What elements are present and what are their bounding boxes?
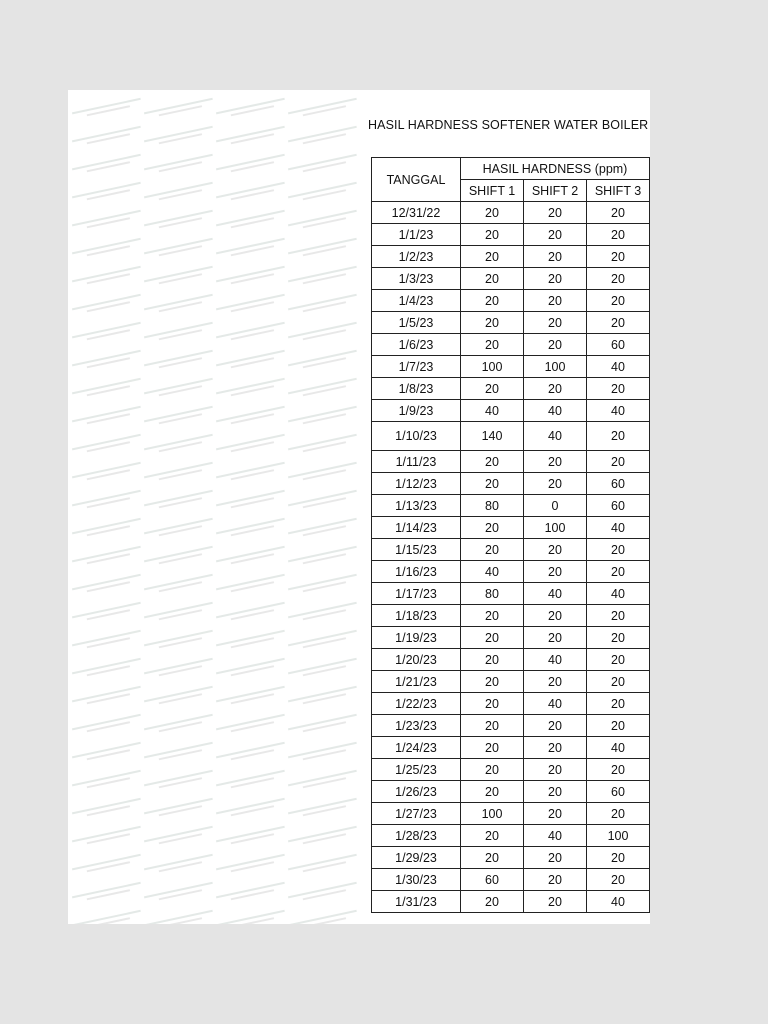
watermark-mark — [215, 431, 286, 459]
table-row — [372, 693, 650, 715]
shift-1-cell: 20 — [461, 605, 524, 627]
watermark-mark — [71, 347, 142, 375]
watermark-mark — [71, 683, 142, 711]
shift-3-cell: 40 — [587, 400, 650, 422]
date-cell: 1/11/23 — [372, 451, 461, 473]
watermark-mark — [215, 599, 286, 627]
shift-3-cell: 20 — [587, 378, 650, 400]
shift-1-cell: 20 — [461, 539, 524, 561]
shift-3-cell: 20 — [587, 649, 650, 671]
table-row — [372, 583, 650, 605]
shift-2-cell: 20 — [524, 803, 587, 825]
watermark-mark — [287, 151, 358, 179]
date-cell: 1/14/23 — [372, 517, 461, 539]
watermark-mark — [143, 543, 214, 571]
watermark-mark — [71, 459, 142, 487]
date-cell: 1/21/23 — [372, 671, 461, 693]
shift-3-cell: 20 — [587, 869, 650, 891]
shift-2-cell: 20 — [524, 224, 587, 246]
table-row — [372, 715, 650, 737]
date-cell: 1/17/23 — [372, 583, 461, 605]
shift-3-cell: 60 — [587, 334, 650, 356]
watermark-mark — [215, 235, 286, 263]
watermark-mark — [143, 487, 214, 515]
shift-3-cell: 20 — [587, 715, 650, 737]
shift-2-cell: 100 — [524, 517, 587, 539]
date-cell: 1/7/23 — [372, 356, 461, 378]
date-cell: 1/4/23 — [372, 290, 461, 312]
shift-3-cell: 40 — [587, 737, 650, 759]
date-cell: 1/29/23 — [372, 847, 461, 869]
shift-3-cell: 20 — [587, 539, 650, 561]
watermark-mark — [143, 683, 214, 711]
watermark-mark — [143, 599, 214, 627]
hardness-table — [371, 157, 650, 913]
table-row — [372, 891, 650, 913]
shift-3-cell: 60 — [587, 473, 650, 495]
shift-1-cell: 20 — [461, 451, 524, 473]
watermark-mark — [143, 207, 214, 235]
watermark-mark — [287, 543, 358, 571]
shift-2-cell: 20 — [524, 847, 587, 869]
shift-2-cell: 40 — [524, 422, 587, 451]
watermark-mark — [143, 655, 214, 683]
shift-3-cell: 20 — [587, 268, 650, 290]
shift-1-cell: 20 — [461, 649, 524, 671]
watermark-mark — [287, 403, 358, 431]
watermark-mark — [215, 375, 286, 403]
shift-2-cell: 20 — [524, 759, 587, 781]
shift-2-cell: 20 — [524, 891, 587, 913]
shift-3-cell: 20 — [587, 627, 650, 649]
date-cell: 1/22/23 — [372, 693, 461, 715]
shift-3-cell: 60 — [587, 781, 650, 803]
shift-1-cell: 20 — [461, 715, 524, 737]
shift-1-cell: 20 — [461, 246, 524, 268]
watermark-mark — [71, 235, 142, 263]
date-cell: 1/20/23 — [372, 649, 461, 671]
watermark-mark — [215, 543, 286, 571]
watermark-mark — [71, 515, 142, 543]
watermark-mark — [71, 179, 142, 207]
shift-2-cell: 40 — [524, 693, 587, 715]
shift-3-cell: 20 — [587, 246, 650, 268]
table-row — [372, 356, 650, 378]
date-cell: 1/28/23 — [372, 825, 461, 847]
shift-2-cell: 20 — [524, 473, 587, 495]
watermark-mark — [143, 767, 214, 795]
table-row — [372, 334, 650, 356]
watermark-mark — [143, 319, 214, 347]
watermark-mark — [71, 151, 142, 179]
shift-3-cell: 100 — [587, 825, 650, 847]
watermark-mark — [287, 487, 358, 515]
watermark-mark — [287, 879, 358, 907]
shift-2-cell: 40 — [524, 583, 587, 605]
table-row — [372, 737, 650, 759]
shift-3-cell: 20 — [587, 451, 650, 473]
watermark-mark — [71, 123, 142, 151]
shift-3-cell: 20 — [587, 422, 650, 451]
watermark-mark — [143, 879, 214, 907]
table-row — [372, 671, 650, 693]
shift-2-cell: 20 — [524, 715, 587, 737]
shift-3-cell: 20 — [587, 605, 650, 627]
date-cell: 1/12/23 — [372, 473, 461, 495]
date-cell: 1/31/23 — [372, 891, 461, 913]
table-body — [372, 202, 650, 913]
shift-2-cell: 20 — [524, 378, 587, 400]
table-row — [372, 539, 650, 561]
date-cell: 1/19/23 — [372, 627, 461, 649]
shift-2-cell: 20 — [524, 561, 587, 583]
table-row — [372, 422, 650, 451]
shift-2-cell: 20 — [524, 605, 587, 627]
table-row — [372, 268, 650, 290]
shift-3-cell: 20 — [587, 847, 650, 869]
shift-3-cell: 20 — [587, 693, 650, 715]
table-row — [372, 495, 650, 517]
shift-2-cell: 20 — [524, 781, 587, 803]
date-cell: 1/23/23 — [372, 715, 461, 737]
shift-3-cell: 20 — [587, 803, 650, 825]
watermark-mark — [215, 207, 286, 235]
shift-1-cell: 20 — [461, 290, 524, 312]
watermark-mark — [215, 851, 286, 879]
watermark-mark — [71, 291, 142, 319]
watermark-mark — [143, 95, 214, 123]
date-cell: 1/5/23 — [372, 312, 461, 334]
shift-2-cell: 40 — [524, 825, 587, 847]
watermark-mark — [215, 319, 286, 347]
shift-2-cell: 20 — [524, 268, 587, 290]
table-row — [372, 473, 650, 495]
watermark-mark — [287, 375, 358, 403]
watermark-mark — [143, 347, 214, 375]
shift-1-cell: 80 — [461, 583, 524, 605]
watermark-mark — [287, 683, 358, 711]
watermark-mark — [287, 795, 358, 823]
watermark-mark — [215, 627, 286, 655]
watermark-mark — [143, 291, 214, 319]
watermark-mark — [287, 599, 358, 627]
watermark-mark — [71, 655, 142, 683]
table-row — [372, 202, 650, 224]
watermark-mark — [143, 431, 214, 459]
table-row — [372, 781, 650, 803]
watermark-mark — [71, 487, 142, 515]
date-cell: 1/18/23 — [372, 605, 461, 627]
shift-2-cell: 20 — [524, 671, 587, 693]
watermark-mark — [143, 711, 214, 739]
watermark-mark — [215, 879, 286, 907]
shift-1-cell: 20 — [461, 825, 524, 847]
shift-2-cell: 20 — [524, 312, 587, 334]
watermark-mark — [71, 263, 142, 291]
shift-1-cell: 20 — [461, 671, 524, 693]
date-cell: 1/6/23 — [372, 334, 461, 356]
watermark-mark — [215, 907, 286, 924]
watermark-mark — [287, 319, 358, 347]
shift-1-cell: 80 — [461, 495, 524, 517]
hardness-group-header: HASIL HARDNESS (ppm) — [461, 158, 650, 180]
watermark-mark — [71, 403, 142, 431]
date-cell: 1/27/23 — [372, 803, 461, 825]
watermark-mark — [71, 599, 142, 627]
shift-3-cell: 20 — [587, 290, 650, 312]
watermark-mark — [143, 235, 214, 263]
date-cell: 1/24/23 — [372, 737, 461, 759]
watermark-mark — [143, 571, 214, 599]
watermark-mark — [143, 795, 214, 823]
shift-1-cell: 20 — [461, 473, 524, 495]
shift-3-cell: 40 — [587, 356, 650, 378]
watermark-mark — [143, 627, 214, 655]
watermark-mark — [287, 571, 358, 599]
shift-2-header: SHIFT 2 — [524, 180, 587, 202]
watermark-mark — [287, 95, 358, 123]
shift-3-cell: 20 — [587, 561, 650, 583]
shift-2-cell: 40 — [524, 400, 587, 422]
watermark-mark — [287, 431, 358, 459]
table-row — [372, 803, 650, 825]
watermark-mark — [287, 739, 358, 767]
table-row — [372, 649, 650, 671]
shift-2-cell: 20 — [524, 869, 587, 891]
watermark-mark — [215, 487, 286, 515]
watermark-mark — [143, 403, 214, 431]
watermark-mark — [287, 263, 358, 291]
watermark-mark — [215, 123, 286, 151]
shift-3-cell: 20 — [587, 202, 650, 224]
watermark-mark — [71, 627, 142, 655]
watermark-mark — [287, 823, 358, 851]
shift-2-cell: 100 — [524, 356, 587, 378]
watermark-mark — [143, 151, 214, 179]
watermark-mark — [215, 571, 286, 599]
watermark-mark — [287, 627, 358, 655]
table-row — [372, 869, 650, 891]
table-row — [372, 224, 650, 246]
date-cell: 1/2/23 — [372, 246, 461, 268]
table-row — [372, 246, 650, 268]
shift-3-cell: 20 — [587, 312, 650, 334]
watermark-mark — [71, 207, 142, 235]
shift-2-cell: 20 — [524, 627, 587, 649]
watermark-mark — [71, 319, 142, 347]
watermark-mark — [287, 347, 358, 375]
watermark-mark — [287, 767, 358, 795]
watermark-mark — [287, 235, 358, 263]
watermark-mark — [215, 263, 286, 291]
watermark-mark — [215, 655, 286, 683]
watermark-mark — [215, 403, 286, 431]
shift-3-header: SHIFT 3 — [587, 180, 650, 202]
watermark-mark — [215, 683, 286, 711]
shift-3-cell: 60 — [587, 495, 650, 517]
date-cell: 1/25/23 — [372, 759, 461, 781]
shift-2-cell: 40 — [524, 649, 587, 671]
watermark-mark — [143, 823, 214, 851]
watermark-mark — [215, 823, 286, 851]
watermark-mark — [143, 907, 214, 924]
shift-1-header: SHIFT 1 — [461, 180, 524, 202]
watermark-mark — [287, 655, 358, 683]
shift-1-cell: 20 — [461, 847, 524, 869]
table-row — [372, 605, 650, 627]
watermark-mark — [71, 375, 142, 403]
shift-2-cell: 20 — [524, 451, 587, 473]
shift-1-cell: 20 — [461, 224, 524, 246]
watermark-mark — [215, 95, 286, 123]
watermark-mark — [71, 571, 142, 599]
table-row — [372, 825, 650, 847]
table-row — [372, 290, 650, 312]
table-row — [372, 451, 650, 473]
watermark-mark — [71, 795, 142, 823]
shift-1-cell: 20 — [461, 268, 524, 290]
shift-2-cell: 20 — [524, 334, 587, 356]
date-cell: 1/9/23 — [372, 400, 461, 422]
watermark-mark — [287, 711, 358, 739]
watermark-mark — [215, 739, 286, 767]
shift-3-cell: 40 — [587, 891, 650, 913]
shift-1-cell: 20 — [461, 517, 524, 539]
shift-1-cell: 20 — [461, 334, 524, 356]
watermark-mark — [215, 291, 286, 319]
table-row — [372, 378, 650, 400]
shift-2-cell: 20 — [524, 246, 587, 268]
watermark-mark — [143, 123, 214, 151]
shift-1-cell: 20 — [461, 891, 524, 913]
shift-3-cell: 20 — [587, 671, 650, 693]
watermark-mark — [215, 767, 286, 795]
date-cell: 1/15/23 — [372, 539, 461, 561]
date-cell: 1/16/23 — [372, 561, 461, 583]
watermark-mark — [287, 123, 358, 151]
table-row — [372, 847, 650, 869]
watermark-mark — [71, 767, 142, 795]
shift-1-cell: 60 — [461, 869, 524, 891]
shift-2-cell: 20 — [524, 202, 587, 224]
watermark-mark — [287, 179, 358, 207]
watermark-mark — [215, 711, 286, 739]
watermark-mark — [143, 459, 214, 487]
shift-1-cell: 100 — [461, 803, 524, 825]
table-row — [372, 759, 650, 781]
watermark-mark — [287, 291, 358, 319]
watermark-mark — [71, 95, 142, 123]
date-cell: 1/30/23 — [372, 869, 461, 891]
watermark-mark — [143, 851, 214, 879]
watermark-mark — [71, 543, 142, 571]
shift-1-cell: 20 — [461, 312, 524, 334]
watermark-mark — [143, 179, 214, 207]
watermark-mark — [71, 907, 142, 924]
watermark-mark — [287, 515, 358, 543]
watermark-mark — [215, 347, 286, 375]
shift-1-cell: 20 — [461, 693, 524, 715]
shift-2-cell: 0 — [524, 495, 587, 517]
shift-1-cell: 20 — [461, 759, 524, 781]
table-row — [372, 312, 650, 334]
document-title: HASIL HARDNESS SOFTENER WATER BOILER — [368, 118, 649, 132]
date-cell: 1/13/23 — [372, 495, 461, 517]
watermark-mark — [287, 907, 358, 924]
watermark-mark — [215, 151, 286, 179]
table-row — [372, 517, 650, 539]
shift-3-cell: 40 — [587, 517, 650, 539]
shift-1-cell: 20 — [461, 737, 524, 759]
shift-1-cell: 40 — [461, 400, 524, 422]
watermark-mark — [143, 375, 214, 403]
watermark-mark — [287, 459, 358, 487]
watermark-mark — [71, 851, 142, 879]
watermark-mark — [215, 459, 286, 487]
watermark-mark — [215, 795, 286, 823]
shift-1-cell: 20 — [461, 781, 524, 803]
shift-1-cell: 20 — [461, 202, 524, 224]
watermark-mark — [287, 207, 358, 235]
date-cell: 1/26/23 — [372, 781, 461, 803]
date-cell: 1/10/23 — [372, 422, 461, 451]
date-cell: 1/3/23 — [372, 268, 461, 290]
date-cell: 12/31/22 — [372, 202, 461, 224]
shift-1-cell: 20 — [461, 627, 524, 649]
shift-3-cell: 20 — [587, 224, 650, 246]
watermark-pattern — [68, 90, 368, 924]
watermark-mark — [143, 263, 214, 291]
date-column-header: TANGGAL — [372, 158, 461, 202]
table-row — [372, 561, 650, 583]
watermark-mark — [71, 823, 142, 851]
date-cell: 1/1/23 — [372, 224, 461, 246]
table-row — [372, 400, 650, 422]
date-cell: 1/8/23 — [372, 378, 461, 400]
watermark-mark — [71, 879, 142, 907]
shift-2-cell: 20 — [524, 539, 587, 561]
shift-3-cell: 20 — [587, 759, 650, 781]
watermark-mark — [287, 851, 358, 879]
watermark-mark — [215, 515, 286, 543]
shift-2-cell: 20 — [524, 290, 587, 312]
table-row — [372, 627, 650, 649]
shift-3-cell: 40 — [587, 583, 650, 605]
watermark-mark — [143, 739, 214, 767]
shift-1-cell: 40 — [461, 561, 524, 583]
shift-1-cell: 140 — [461, 422, 524, 451]
shift-2-cell: 20 — [524, 737, 587, 759]
shift-1-cell: 100 — [461, 356, 524, 378]
watermark-mark — [143, 515, 214, 543]
watermark-mark — [71, 739, 142, 767]
shift-1-cell: 20 — [461, 378, 524, 400]
watermark-mark — [215, 179, 286, 207]
watermark-mark — [71, 711, 142, 739]
watermark-mark — [71, 431, 142, 459]
